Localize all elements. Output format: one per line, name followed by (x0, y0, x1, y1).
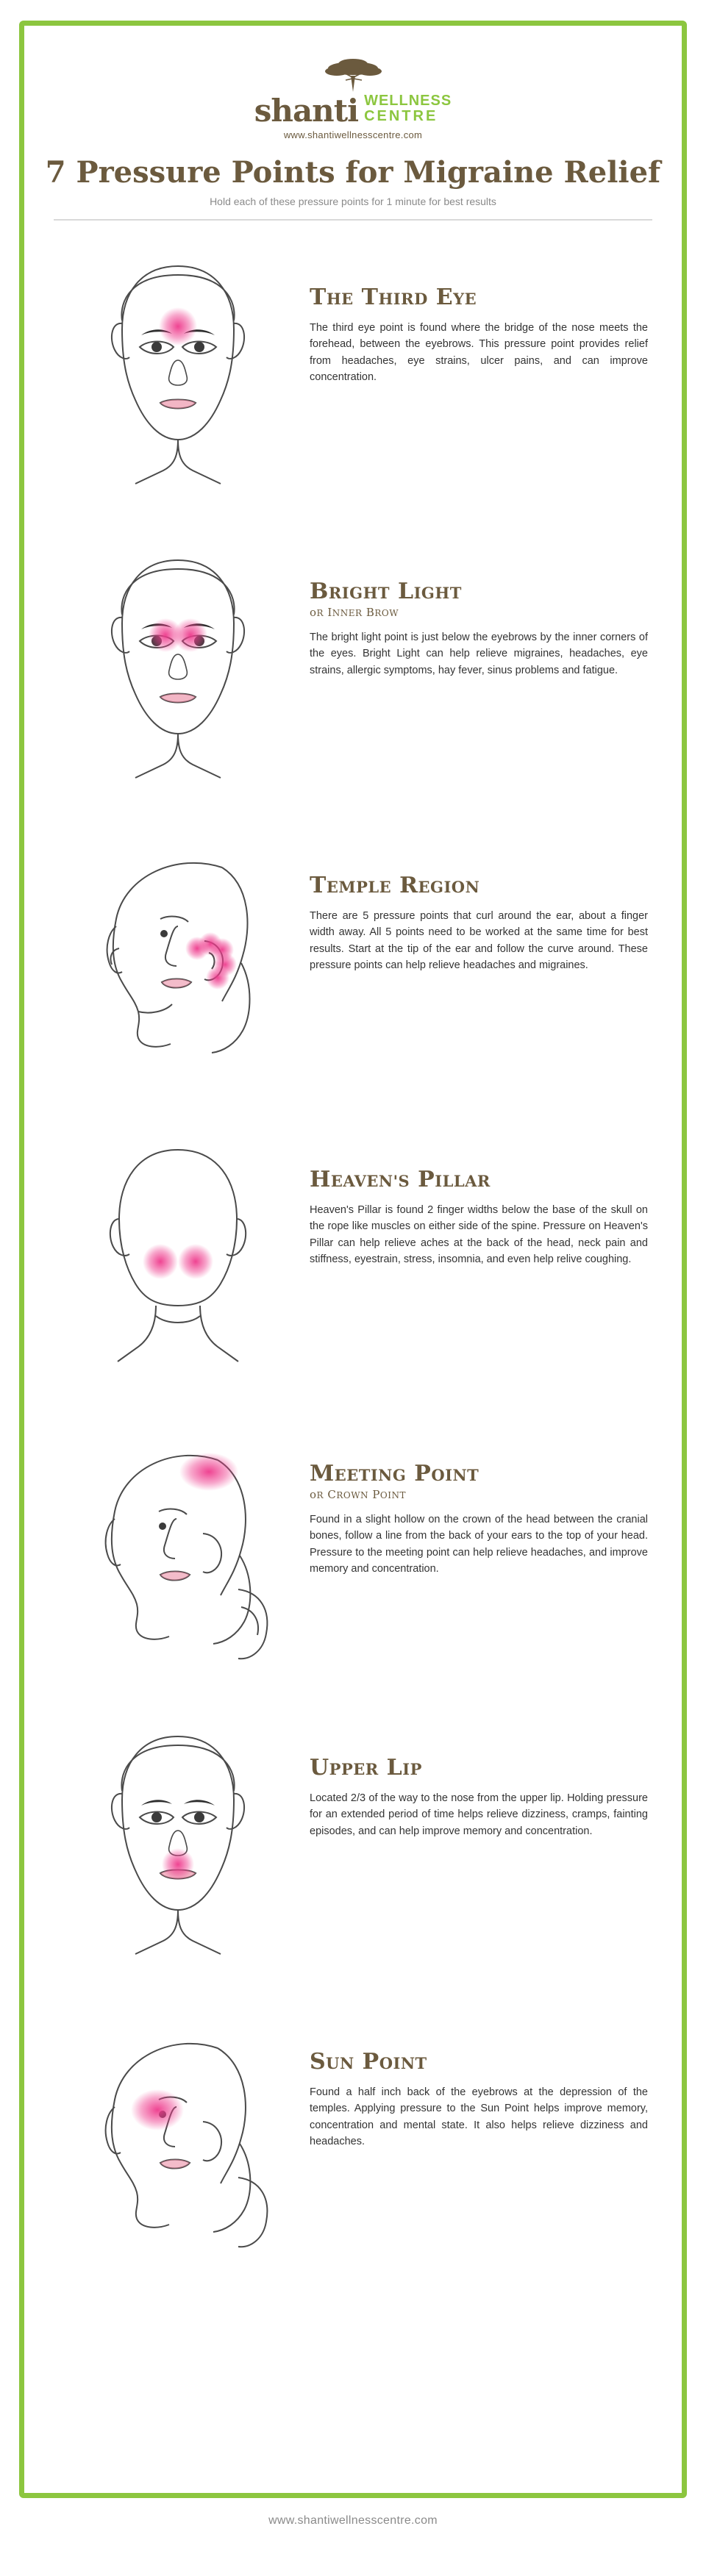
section-meeting-point (24, 1397, 682, 1691)
illustration-front-face-upper-lip (57, 1716, 299, 1963)
section-upper-lip (24, 1691, 682, 1985)
pressure-point (143, 1244, 178, 1279)
section-body: Located 2/3 of the way to the nose from the upper lip. Holding pressure for an extended period of time helps relieve dizziness, cramps, fainting episodes, and can help improve memory and concentration. (310, 1792, 648, 1837)
pressure-point (159, 307, 197, 346)
footer (19, 2498, 687, 2535)
pressure-point-cluster (185, 932, 237, 990)
green-frame (19, 21, 687, 2498)
section-heading: THE THIRD EYE (310, 285, 477, 310)
illustration-profile-face-sun-point (57, 2010, 299, 2257)
acacia-tree-icon (309, 58, 397, 92)
section-body: Found in a slight hollow on the crown of the head between the cranial bones, follow a line from the back of your ears to the top of your head. Pressure to the meeting point can help relieve headaches, and improve memory and concentration. (310, 1514, 648, 1575)
section-sun-point (24, 1985, 682, 2279)
section-heading: MEETING POINT (310, 1461, 479, 1486)
illustration-profile-face-temple (57, 834, 299, 1081)
pressure-point (174, 618, 207, 652)
section-body: The bright light point is just below the eyebrows by the inner corners of the eyes. Bright Light can help relieve migraines, headaches, eye strains, allergic symptoms, hay fever, sinus problems and fatigue. (310, 632, 648, 676)
section-body: Heaven's Pillar is found 2 finger widths below the base of the skull on the rope like muscles on either side of the spine. Pressure on Heaven's Pillar can help relieve aches at the back of the head, neck pain and stiffness, eyestrain, stress, insomnia, and even help relive coughing. (310, 1204, 648, 1266)
footer-url[interactable]: www.shantiwellnesscentre.com (268, 2514, 438, 2527)
section-heading: HEAVEN'S PILLAR (310, 1167, 491, 1192)
section-heavens-pillar (24, 1103, 682, 1397)
illustration-profile-face-crown (57, 1422, 299, 1669)
page-subtitle: Hold each of these pressure points for 1 minute for best results (210, 196, 496, 207)
section-heading: TEMPLE REGION (310, 873, 480, 898)
section-heading: BRIGHT LIGHT (310, 579, 462, 604)
section-subheading: oR INNER BROW (310, 606, 399, 619)
logo-wordmark: shanti (254, 93, 359, 129)
illustration-front-face-third-eye (57, 246, 299, 493)
pressure-point (162, 1848, 194, 1881)
section-heading: UPPER LIP (310, 1755, 422, 1781)
section-body: Found a half inch back of the eyebrows at the depression of the temples. Applying pressure to the Sun Point helps improve memory, concentration and mental state. It also helps relieve dizziness and headaches. (310, 2086, 648, 2148)
section-body: The third eye point is found where the bridge of the nose meets the forehead, between the eyebrows. This pressure point provides relief from headaches, eye strains, ulcer pains, and can improve concentration. (310, 322, 648, 384)
section-body: There are 5 pressure points that curl around the ear, about a finger width away. All 5 points need to be worked at the same time for best results. Start at the tip of the ear and follow the curve around. These pressure points can help relieve headaches and migraines. (310, 910, 648, 972)
pressure-point (178, 1244, 213, 1279)
illustration-front-face-bright-light (57, 540, 299, 787)
pressure-point (179, 1453, 238, 1491)
brand-logo (24, 58, 682, 140)
illustration-back-head-heavens-pillar (57, 1128, 299, 1375)
section-subheading: oR CROWN POINT (310, 1488, 407, 1501)
section-temple-region (24, 809, 682, 1103)
section-heading: SUN POINT (310, 2049, 427, 2075)
logo-url: www.shantiwellnesscentre.com (283, 129, 423, 140)
section-bright-light (24, 515, 682, 809)
logo-wellness: WELLNESS (364, 93, 452, 109)
page-title: 7 Pressure Points for Migraine Relief (45, 155, 661, 190)
pressure-point (131, 2089, 184, 2130)
logo-centre: CENTRE (364, 108, 438, 124)
section-third-eye (24, 221, 682, 515)
